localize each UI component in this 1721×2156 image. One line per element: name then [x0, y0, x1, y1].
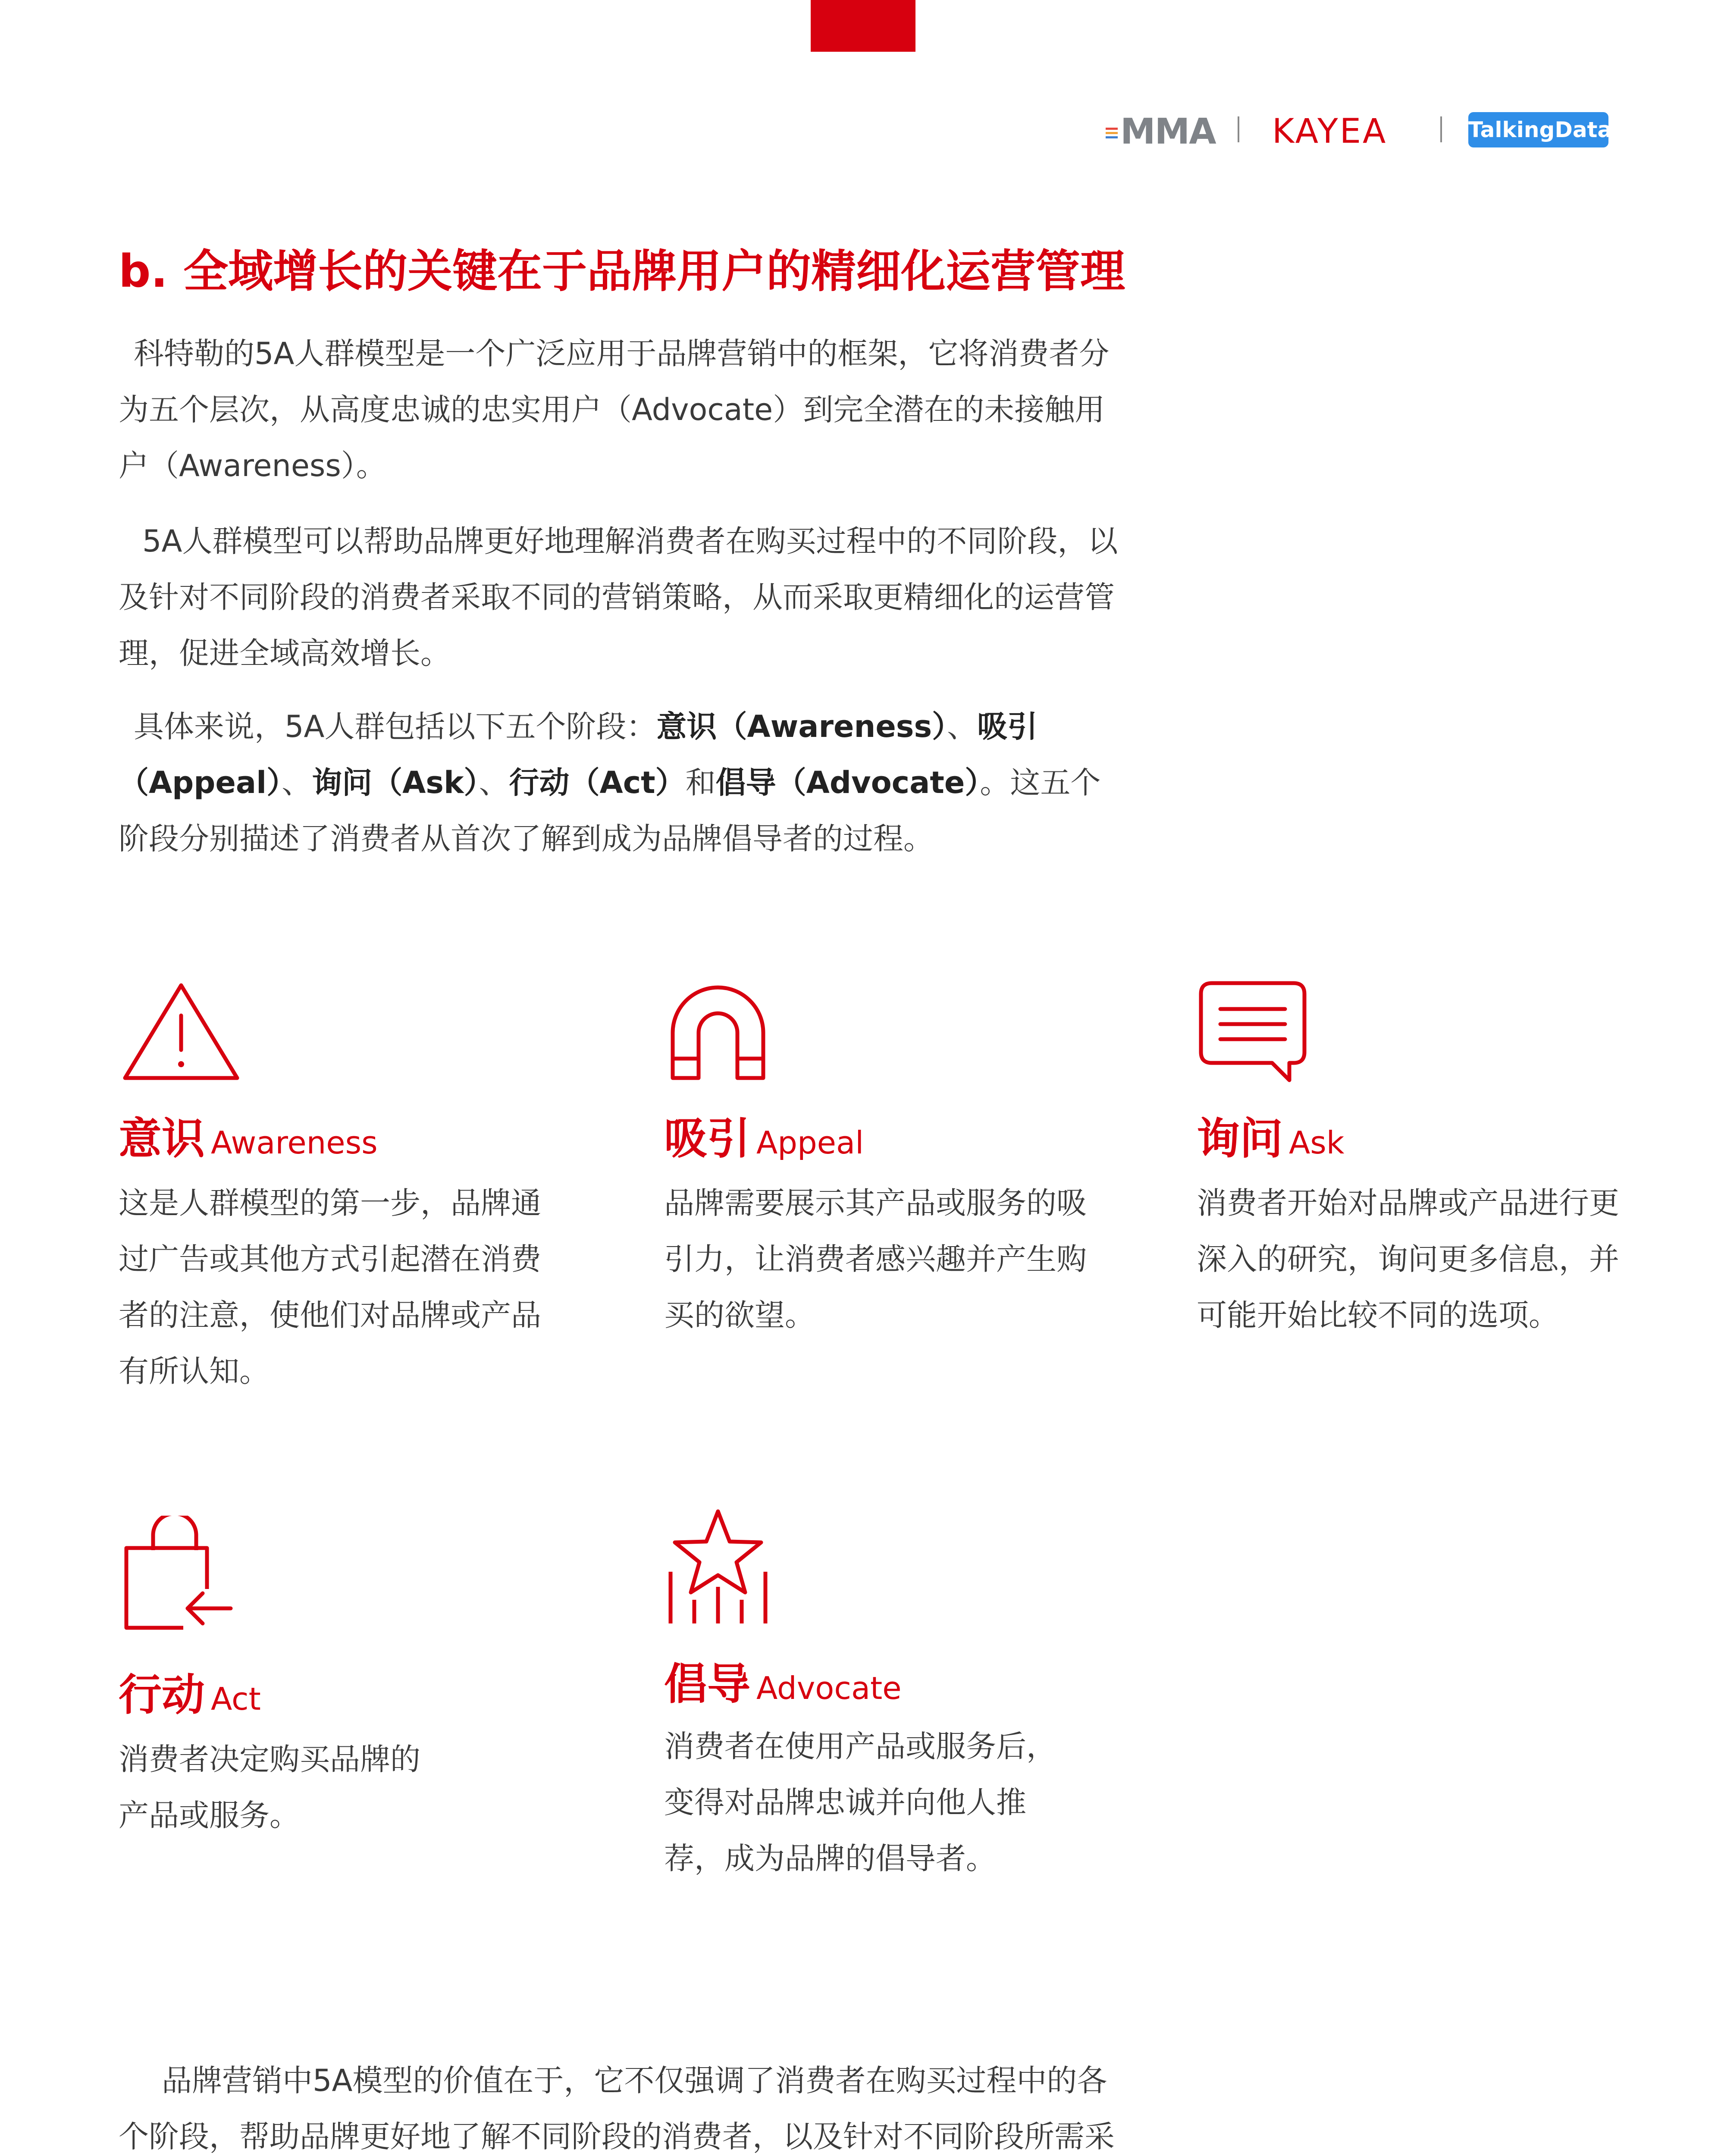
section-title: b. 全域增长的关键在于品牌用户的精细化运营管理: [119, 245, 1125, 298]
star-icon: [664, 1507, 772, 1628]
logo-divider: [1440, 116, 1442, 142]
partner-logos: [1100, 108, 1612, 152]
conclusion-paragraph: 品牌营销中5A模型的价值在于，它不仅强调了消费者在购买过程中的各个阶段，帮助品牌更好地了解不同阶段的消费者，以及针对不同阶段所需采: [119, 2063, 1115, 2154]
intro-paragraph-2: 5A人群模型可以帮助品牌更好地理解消费者在购买过程中的不同阶段，以及针对不同阶段的消费者采取不同的营销策略，从而采取更精细化的运营管理，促进全域高效增长。: [119, 523, 1118, 671]
shopping-bag-icon: [119, 1516, 235, 1632]
stage-title-appeal: 吸引 Appeal: [664, 1113, 864, 1164]
talkingdata-logo: TalkingData: [1468, 112, 1608, 147]
stage-term-ask: 询问（Ask）: [312, 765, 479, 800]
top-red-tab: [811, 0, 915, 52]
stage-term-awareness: 意识（Awareness）: [656, 709, 947, 744]
intro-paragraph-3: 具体来说，5A人群包括以下五个阶段：意识（Awareness）、吸引（Appeal）、询问（Ask）、行动（Act）和倡导（Advocate）。这五个阶段分别描述了消费者从首次了解到成为品牌倡导者的过程。: [119, 709, 1101, 856]
kayea-logo: KAYEA: [1272, 112, 1388, 151]
stage-term-act: 行动（Act）: [509, 765, 686, 800]
stage-desc-awareness: 这是人群模型的第一步，品牌通过广告或其他方式引起潜在消费者的注意，使他们对品牌或产品有所认知。: [119, 1185, 541, 1389]
stage-desc-act: 消费者决定购买品牌的产品或服务。: [119, 1742, 420, 1833]
stage-title-awareness: 意识 Awareness: [119, 1113, 378, 1164]
chat-bubble-icon: [1197, 979, 1309, 1082]
stage-title-advocate: 倡导 Advocate: [664, 1659, 902, 1709]
stage-title-ask: 询问 Ask: [1197, 1113, 1345, 1164]
intro-paragraph-1: 科特勒的5A人群模型是一个广泛应用于品牌营销中的框架，它将消费者分为五个层次，从高度忠诚的忠实用户（Advocate）到完全潜在的未接触用户（Awareness）。: [119, 336, 1110, 483]
stage-title-act: 行动 Act: [119, 1670, 261, 1720]
magnet-icon: [664, 979, 772, 1082]
stage-desc-ask: 消费者开始对品牌或产品进行更深入的研究，询问更多信息，并可能开始比较不同的选项。: [1197, 1185, 1619, 1333]
stage-term-appeal: 吸引（Appeal）: [119, 709, 1038, 800]
stage-desc-appeal: 品牌需要展示其产品或服务的吸引力，让消费者感兴趣并产生购买的欲望。: [664, 1185, 1087, 1333]
stage-term-advocate: 倡导（Advocate）: [715, 765, 980, 800]
logo-divider: [1238, 116, 1239, 142]
mma-logo: MMA: [1108, 111, 1216, 152]
mma-logo-bars: [1106, 128, 1118, 141]
warning-triangle-icon: [119, 979, 244, 1087]
stage-desc-advocate: 消费者在使用产品或服务后，变得对品牌忠诚并向他人推荐，成为品牌的倡导者。: [664, 1729, 1056, 1876]
